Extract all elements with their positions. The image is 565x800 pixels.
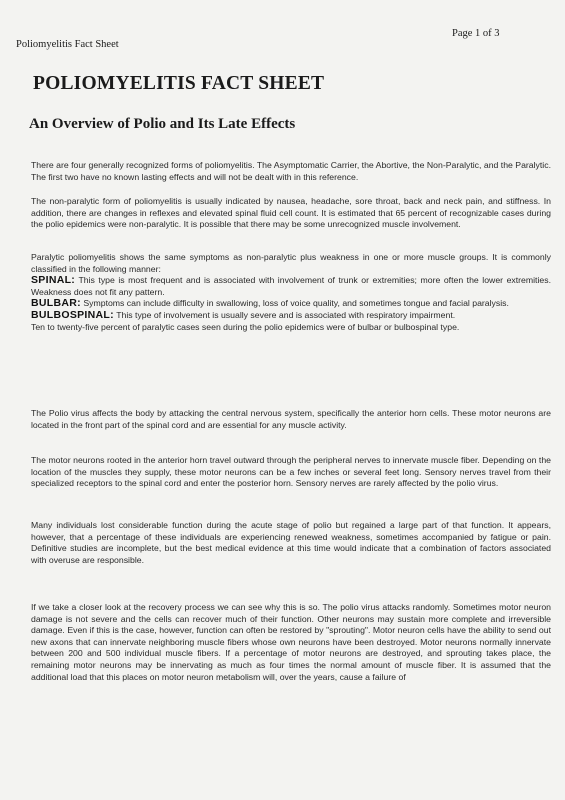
- classification-text: This type is most frequent and is associated with involvement of trunk or extremities; more often the lower extremities. Weakness does not fit any pattern.: [31, 275, 551, 297]
- classification-bulbospinal: [31, 310, 551, 322]
- paragraph-paralytic: [31, 252, 551, 333]
- paragraph-recovery: If we take a closer look at the recovery process we can see why this is so. The polio virus attacks randomly. Sometimes motor neuron damage is not severe and the cells can recover much of their function. Other neurons may sustain more complete and irreversible damage. Even if this is the case, however, function can often be restored by "sprouting". Motor neuron cells have the ability to send out new axons that can innervate neighboring muscle fibers whose own neurons have been destroyed. Motor neurons normally innervate between 200 and 500 individual muscle fibers. If a percentage of motor neurons are destroyed, and sprouting takes place, the remaining motor neurons may be innervating as much as four times the normal amount of muscle fiber. It is assumed that the additional load that this places on motor neuron metabolism will, over the years, cause a failure of: [31, 602, 551, 682]
- paragraph-virus-effect: The Polio virus affects the body by attacking the central nervous system, specifically the anterior horn cells. These motor neurons are located in the front part of the spinal cord and are essential for any muscle activity.: [31, 408, 551, 430]
- classification-note: Ten to twenty-five percent of paralytic cases seen during the polio epidemics were of bulbar or bulbospinal type.: [31, 321, 460, 332]
- classification-label: BULBAR:: [31, 297, 81, 310]
- paragraph-late-effects: Many individuals lost considerable function during the acute stage of polio but regained a large part of that function. It appears, however, that a percentage of these individuals are experiencing renewed weakness, sometimes accompanied by fatigue or pain. Definitive studies are incomplete, but the best medical evidence at this time would indicate that a combination of factors associated with overuse are responsible.: [31, 520, 551, 565]
- classification-label: BULBOSPINAL:: [31, 308, 114, 321]
- document-title: POLIOMYELITIS FACT SHEET: [33, 73, 325, 94]
- running-header-title: Poliomyelitis Fact Sheet: [16, 39, 119, 50]
- paralytic-intro: Paralytic poliomyelitis shows the same symptoms as non-paralytic plus weakness in one or more muscle groups. It is commonly classified in the following manner:: [31, 252, 551, 274]
- paragraph-forms: There are four generally recognized forms of poliomyelitis. The Asymptomatic Carrier, the Abortive, the Non-Paralytic, and the Paralytic. The first two have no known lasting effects and will not be dealt with in this reference.: [31, 160, 551, 182]
- paragraph-motor-neurons: The motor neurons rooted in the anterior horn travel outward through the peripheral nerves to innervate muscle fiber. Depending on the location of the muscles they supply, these motor neurons can be a few inches or several feet long. Sensory nerves travel from their specialized receptors to the spinal cord and enter the posterior horn. Sensory nerves are rarely affected by the polio virus.: [31, 455, 551, 489]
- classification-text: Symptoms can include difficulty in swallowing, loss of voice quality, and sometimes tongue and facial paralysis.: [83, 298, 509, 309]
- classification-label: SPINAL:: [31, 274, 76, 287]
- classification-text: This type of involvement is usually severe and is associated with respiratory impairment.: [116, 309, 456, 320]
- paragraph-non-paralytic: The non-paralytic form of poliomyelitis is usually indicated by nausea, headache, sore throat, back and neck pain, and stiffness. In addition, there are changes in reflexes and elevated spinal fluid cell count. It is estimated that 65 percent of recognizable cases during the polio epidemics were non-paralytic. It is possible that there may be some unrecognized muscle involvement.: [31, 196, 551, 230]
- classification-spinal: [31, 275, 551, 298]
- document-subtitle: An Overview of Polio and Its Late Effects: [29, 116, 296, 132]
- page-number: Page 1 of 3: [452, 28, 500, 39]
